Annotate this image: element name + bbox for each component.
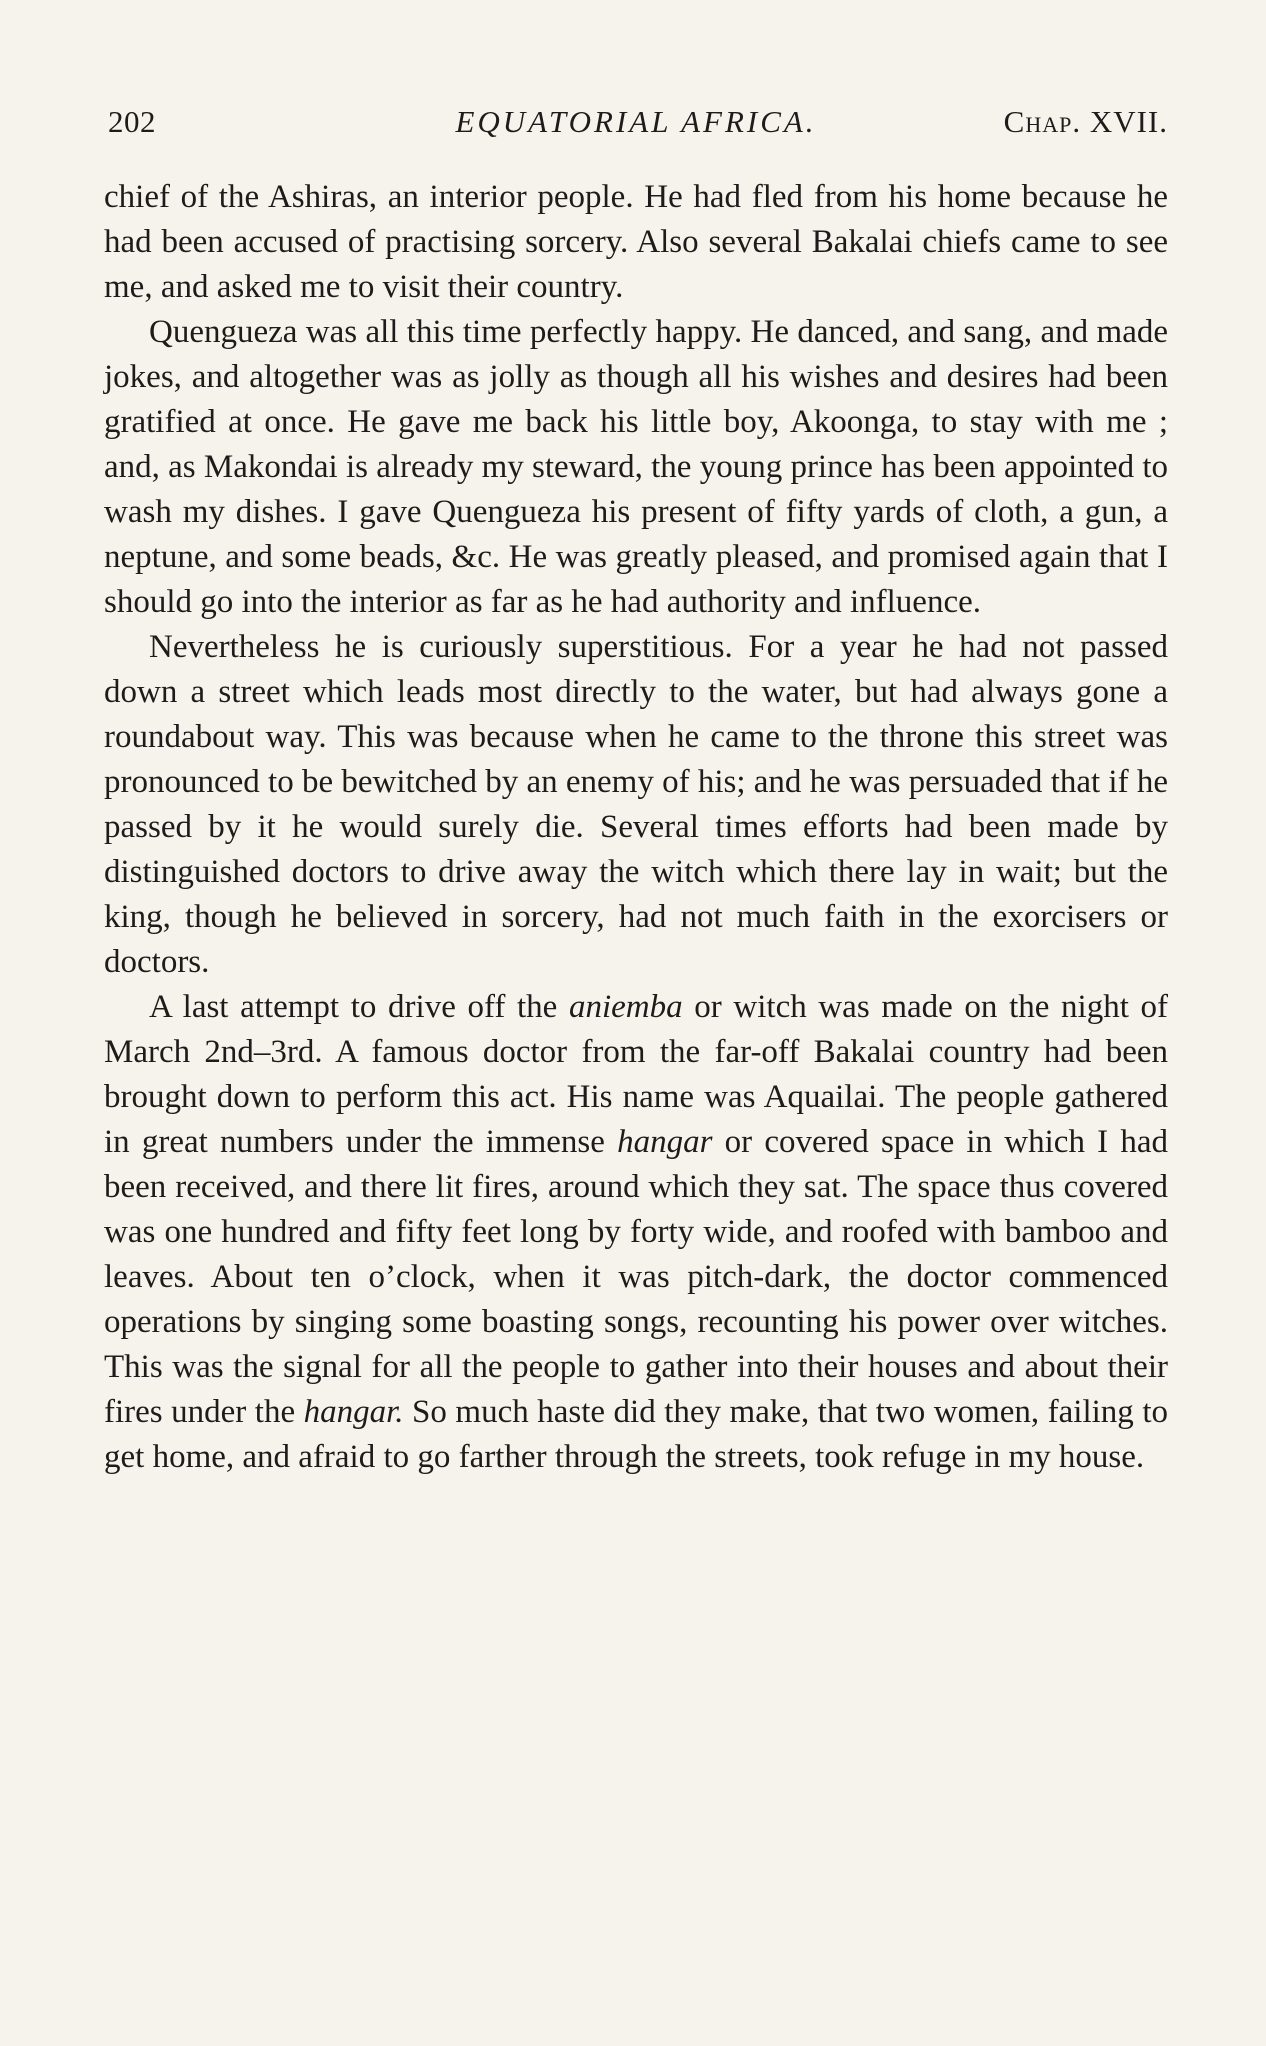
term-aniemba: aniemba <box>568 989 683 1025</box>
paragraph-quengueza-happy: Quengueza was all this time perfectly happy. He danced, and sang, and made jokes, and altogether was as jolly as though all his wishes and desires had been gratified at once. He gave me back his little boy, Akoonga, to stay with me ; and, as Makondai is already my steward, the young prince has been appointed to wash my dishes. I gave Quengueza his present of fifty yards of cloth, a gun, a neptune, and some beads, &c. He was greatly pleased, and promised again that I should go into the interior as far as he had authority and influence. <box>104 314 1168 620</box>
book-page <box>104 100 1168 1480</box>
book-title: EQUATORIAL AFRICA. <box>455 104 817 139</box>
paragraph-ashiras-chief: chief of the Ashiras, an interior people. He had fled from his home because he had been accused of practising sorcery. Also several Bakalai chiefs came to see me, and asked me to visit their country. <box>104 179 1168 305</box>
body-text <box>104 175 1168 1480</box>
chapter-label: Chap. XVII. <box>1003 104 1168 139</box>
term-hangar-second: hangar. <box>303 1394 404 1430</box>
running-head <box>104 100 1168 150</box>
ceremony-text-3: or covered space in which I had been received, and there lit fires, around which they sat. The space thus covered was one hundred and fifty feet long by forty wide, and roofed with bamboo and leaves. About ten o’clock, when it was pitch-dark, the doctor commenced operations by singing some boasting songs, recounting his power over witches. This was the signal for all the people to gather into their houses and about their fires under the <box>104 1124 1168 1430</box>
paragraph-witch-ceremony <box>104 985 1168 1480</box>
ceremony-text-2: or witch was made on the night of March 2nd–3rd. A famous doctor from the far-off Bakalai country had been brought down to perform this act. His name was Aquailai. The people gathered in great numbers under the immense <box>104 989 1168 1160</box>
paragraph-superstition: Nevertheless he is curiously superstitious. For a year he had not passed down a street which leads most directly to the water, but had always gone a roundabout way. This was because when he came to the throne this street was pronounced to be bewitched by an enemy of his; and he was persuaded that if he passed by it he would surely die. Several times efforts had been made by distinguished doctors to drive away the witch which there lay in wait; but the king, though he believed in sorcery, had not much faith in the exorcisers or doctors. <box>104 629 1168 980</box>
page-number: 202 <box>108 104 156 139</box>
term-hangar: hangar <box>617 1124 713 1160</box>
ceremony-text-1: A last attempt to drive off the <box>149 989 569 1025</box>
ceremony-text-4: So much haste did they make, that two women, failing to get home, and afraid to go farther through the streets, took refuge in my house. <box>104 1394 1168 1475</box>
